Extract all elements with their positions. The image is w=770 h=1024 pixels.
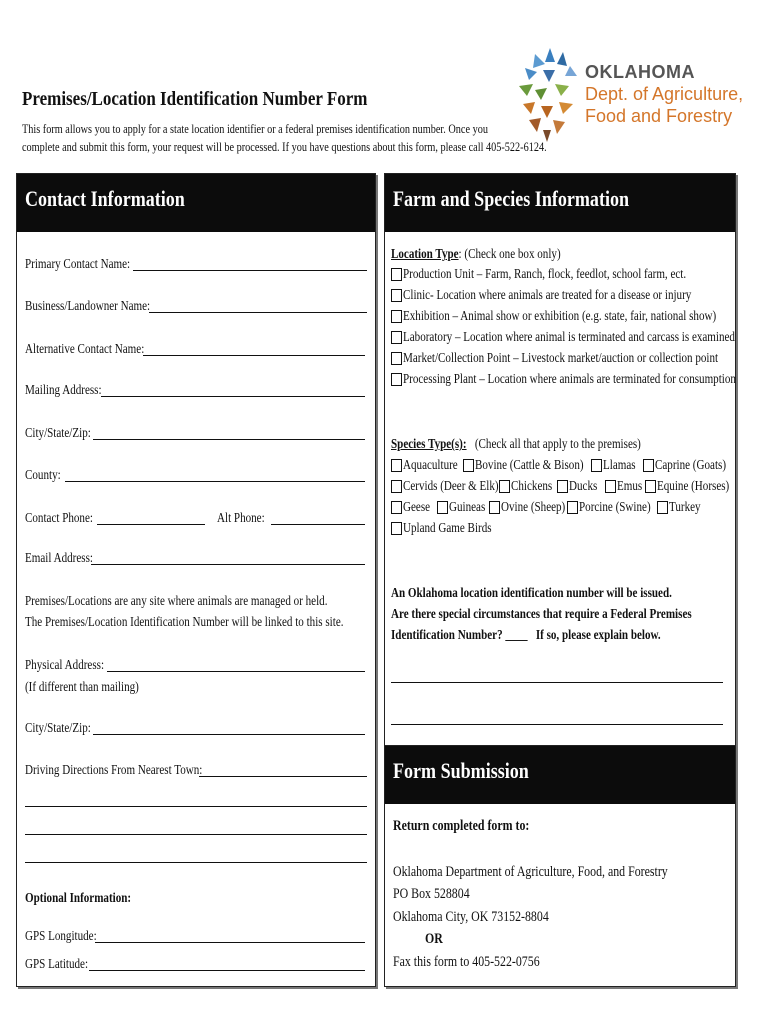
species-geese-checkbox[interactable] bbox=[391, 501, 402, 514]
business-name-label: Business/Landowner Name: bbox=[25, 298, 151, 313]
city-state-zip-2-label: City/State/Zip: bbox=[25, 720, 91, 735]
email-address-label: Email Address: bbox=[25, 550, 93, 565]
species-upland-label: Upland Game Birds bbox=[403, 520, 492, 535]
submission-org: Oklahoma Department of Agriculture, Food, and Forestry bbox=[393, 864, 668, 880]
optional-information-heading: Optional Information: bbox=[25, 890, 132, 905]
alt-phone-label: Alt Phone: bbox=[217, 510, 265, 525]
driving-directions-label: Driving Directions From Nearest Town: bbox=[25, 762, 203, 777]
location-type-heading: Location Type: (Check one box only) bbox=[391, 246, 561, 261]
city-state-zip-field[interactable] bbox=[93, 439, 365, 440]
species-chickens-checkbox[interactable] bbox=[499, 480, 510, 493]
primary-contact-field[interactable] bbox=[133, 270, 367, 271]
species-guineas-checkbox[interactable] bbox=[437, 501, 448, 514]
city-state-zip-label: City/State/Zip: bbox=[25, 425, 91, 440]
location-market-label: Market/Collection Point – Livestock market/auction or collection point bbox=[403, 350, 719, 365]
id-issued-note: An Oklahoma location identification number will be issued. bbox=[391, 585, 672, 600]
driving-directions-field-1[interactable] bbox=[199, 776, 367, 777]
species-geese-label: Geese bbox=[403, 499, 431, 514]
species-cervids-label: Cervids (Deer & Elk) bbox=[403, 478, 499, 493]
species-turkey-label: Turkey bbox=[669, 499, 701, 514]
species-llamas-checkbox[interactable] bbox=[591, 459, 602, 472]
location-clinic-label: Clinic- Location where animals are treated for a disease or injury bbox=[403, 287, 692, 302]
location-processing-label: Processing Plant – Location where animals are terminated for consumption bbox=[403, 371, 736, 386]
physical-address-label: Physical Address: bbox=[25, 657, 105, 672]
species-guineas-label: Guineas bbox=[449, 499, 486, 514]
contact-phone-label: Contact Phone: bbox=[25, 510, 93, 525]
gps-longitude-field[interactable] bbox=[95, 942, 365, 943]
location-laboratory-label: Laboratory – Location where animal is terminated and carcass is examined bbox=[403, 329, 735, 344]
species-chickens-label: Chickens bbox=[511, 478, 553, 493]
species-emus-label: Emus bbox=[617, 478, 643, 493]
driving-directions-field-2[interactable] bbox=[25, 806, 367, 807]
species-caprine-label: Caprine (Goats) bbox=[655, 457, 727, 472]
submission-po-box: PO Box 528804 bbox=[393, 886, 470, 902]
explanation-field-2[interactable] bbox=[391, 724, 723, 725]
physical-address-field[interactable] bbox=[107, 671, 365, 672]
explanation-field-1[interactable] bbox=[391, 682, 723, 683]
species-type-heading: Species Type(s): (Check all that apply to the premises) bbox=[391, 436, 641, 451]
location-exhibition-checkbox[interactable] bbox=[391, 310, 402, 323]
species-equine-label: Equine (Horses) bbox=[657, 478, 730, 493]
farm-species-header: Farm and Species Information bbox=[385, 174, 735, 232]
oklahoma-star-logo-icon bbox=[515, 44, 585, 144]
species-caprine-checkbox[interactable] bbox=[643, 459, 654, 472]
contact-phone-field[interactable] bbox=[97, 524, 205, 525]
submission-fax: Fax this form to 405-522-0756 bbox=[393, 954, 540, 970]
species-turkey-checkbox[interactable] bbox=[657, 501, 668, 514]
species-llamas-label: Llamas bbox=[603, 457, 636, 472]
form-intro bbox=[22, 120, 547, 156]
logo-dept: Dept. of Agriculture, bbox=[585, 84, 744, 104]
species-cervids-checkbox[interactable] bbox=[391, 480, 402, 493]
species-upland-checkbox[interactable] bbox=[391, 522, 402, 535]
gps-longitude-label: GPS Longitude: bbox=[25, 928, 97, 943]
driving-directions-field-3[interactable] bbox=[25, 834, 367, 835]
return-to-heading: Return completed form to: bbox=[393, 818, 530, 834]
email-address-field[interactable] bbox=[91, 564, 365, 565]
location-clinic-checkbox[interactable] bbox=[391, 289, 402, 302]
species-equine-checkbox[interactable] bbox=[645, 480, 656, 493]
county-field[interactable] bbox=[65, 481, 365, 482]
submission-city: Oklahoma City, OK 73152-8804 bbox=[393, 909, 549, 925]
species-bovine-label: Bovine (Cattle & Bison) bbox=[475, 457, 584, 472]
species-porcine-label: Porcine (Swine) bbox=[579, 499, 651, 514]
city-state-zip-2-field[interactable] bbox=[93, 734, 365, 735]
location-production-checkbox[interactable] bbox=[391, 268, 402, 281]
mailing-address-field[interactable] bbox=[101, 396, 365, 397]
species-bovine-checkbox[interactable] bbox=[463, 459, 474, 472]
location-laboratory-checkbox[interactable] bbox=[391, 331, 402, 344]
if-different-note: (If different than mailing) bbox=[25, 679, 139, 694]
submission-or: OR bbox=[425, 931, 443, 947]
species-aquaculture-label: Aquaculture bbox=[403, 457, 458, 472]
logo-food-forestry: Food and Forestry bbox=[585, 106, 733, 126]
business-name-field[interactable] bbox=[149, 312, 367, 313]
species-emus-checkbox[interactable] bbox=[605, 480, 616, 493]
driving-directions-field-4[interactable] bbox=[25, 862, 367, 863]
primary-contact-label: Primary Contact Name: bbox=[25, 256, 131, 271]
species-ducks-checkbox[interactable] bbox=[557, 480, 568, 493]
federal-id-answer-blank[interactable]: ____ bbox=[505, 627, 528, 642]
gps-latitude-label: GPS Latitude: bbox=[25, 956, 89, 971]
alternative-contact-label: Alternative Contact Name: bbox=[25, 341, 145, 356]
species-ovine-label: Ovine (Sheep) bbox=[501, 499, 566, 514]
location-exhibition-label: Exhibition – Animal show or exhibition (e.g. state, fair, national show) bbox=[403, 308, 717, 323]
gps-latitude-field[interactable] bbox=[89, 970, 365, 971]
alternative-contact-field[interactable] bbox=[143, 355, 365, 356]
county-label: County: bbox=[25, 467, 61, 482]
alt-phone-field[interactable] bbox=[271, 524, 365, 525]
premises-note-2: The Premises/Location Identification Number will be linked to this site. bbox=[25, 614, 344, 629]
location-production-label: Production Unit – Farm, Ranch, flock, feedlot, school farm, ect. bbox=[403, 266, 687, 281]
form-title: Premises/Location Identification Number Form bbox=[22, 88, 368, 110]
species-ovine-checkbox[interactable] bbox=[489, 501, 500, 514]
species-aquaculture-checkbox[interactable] bbox=[391, 459, 402, 472]
location-processing-checkbox[interactable] bbox=[391, 373, 402, 386]
special-circumstances-question: Are there special circumstances that require a Federal Premises bbox=[391, 606, 692, 621]
intro-line-1: This form allows you to apply for a state location identifier or a federal premises identification number. Once you bbox=[22, 122, 488, 136]
farm-species-panel bbox=[384, 173, 736, 747]
form-submission-header: Form Submission bbox=[385, 746, 735, 804]
location-market-checkbox[interactable] bbox=[391, 352, 402, 365]
premises-note-1: Premises/Locations are any site where animals are managed or held. bbox=[25, 593, 328, 608]
mailing-address-label: Mailing Address: bbox=[25, 382, 102, 397]
form-submission-panel bbox=[384, 745, 736, 987]
species-porcine-checkbox[interactable] bbox=[567, 501, 578, 514]
species-ducks-label: Ducks bbox=[569, 478, 598, 493]
contact-information-panel bbox=[16, 173, 376, 987]
federal-id-question: Identification Number? ____ If so, please explain below. bbox=[391, 627, 661, 642]
intro-line-2: complete and submit this form, your request will be processed. If you have questions about this form, please call 405-522-6124. bbox=[22, 140, 547, 154]
contact-information-header: Contact Information bbox=[17, 174, 375, 232]
logo-oklahoma: OKLAHOMA bbox=[585, 62, 695, 82]
odaff-logo bbox=[515, 44, 755, 144]
